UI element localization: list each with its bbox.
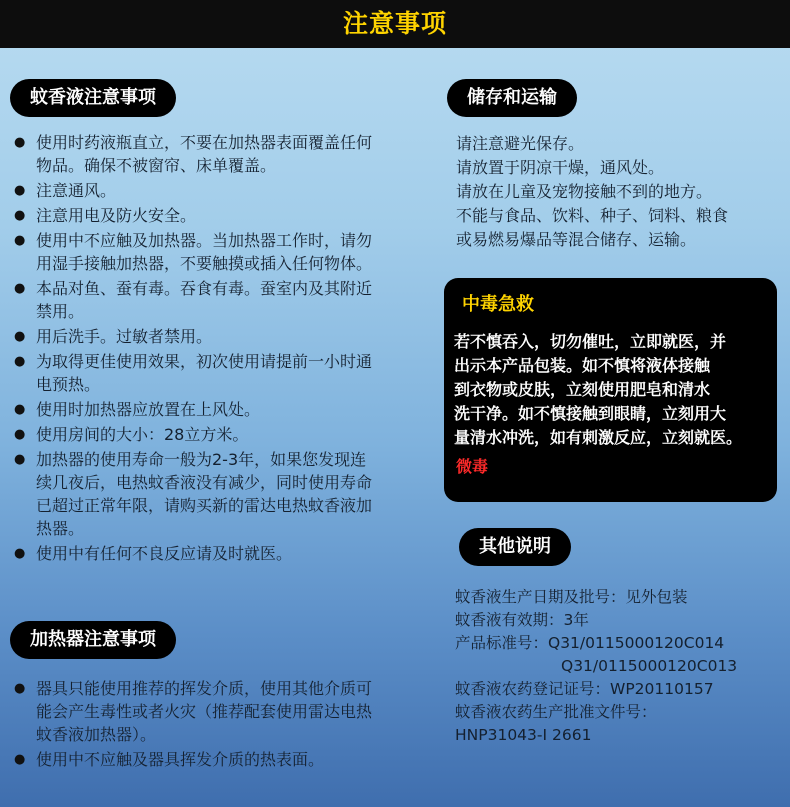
storage-line: 请放置于阴凉干燥，通风处。 [456, 158, 665, 177]
header-bar [0, 0, 790, 48]
list-item: ● 使用中不应触及器具挥发介质的热表面。 [14, 748, 374, 771]
info-line: 蚊香液农药登记证号：WP20110157 [455, 680, 714, 698]
info-line: 产品标准号：Q31/0115000120C014 [455, 634, 725, 652]
list-item: ● 为取得更佳使用效果，初次使用请提前一小时通电预热。 [14, 350, 374, 396]
first-aid-text [454, 330, 774, 450]
page-title: 注意事项 [342, 9, 447, 38]
list-item: ● 使用时药液瓶直立，不要在加热器表面覆盖任何物品。确保不被窗帘、床单覆盖。 [14, 131, 374, 177]
info-line: 蚊香液有效期：3年 [455, 611, 589, 629]
first-aid-box [444, 278, 777, 502]
liquid-section-heading: 蚊香液注意事项 [10, 79, 176, 117]
first-aid-line: 到衣物或皮肤，立刻使用肥皂和清水 [454, 380, 711, 399]
list-item: ● 注意通风。 [14, 179, 374, 202]
storage-line: 不能与食品、饮料、种子、饲料、粮食 [456, 206, 729, 225]
heater-notes-list [14, 677, 374, 773]
first-aid-heading: 中毒急救 [462, 294, 534, 315]
list-item: ● 器具只能使用推荐的挥发介质，使用其他介质可能会产生毒性或者火灾（推荐配套使用雷达电热蚊香液加热器）。 [14, 677, 374, 746]
list-item: ● 使用房间的大小：28立方米。 [14, 423, 374, 446]
storage-line: 或易燃易爆品等混合储存、运输。 [456, 230, 697, 249]
first-aid-line: 出示本产品包装。如不慎将液体接触 [454, 356, 711, 375]
first-aid-line: 若不慎吞入，切勿催吐，立即就医，并 [454, 332, 727, 351]
liquid-notes-list [14, 131, 374, 567]
storage-line: 请放在儿童及宠物接触不到的地方。 [456, 182, 713, 201]
list-item: ● 注意用电及防火安全。 [14, 204, 374, 227]
list-item: ● 用后洗手。过敏者禁用。 [14, 325, 374, 348]
heater-section-heading: 加热器注意事项 [10, 621, 176, 659]
other-section-heading: 其他说明 [459, 528, 571, 566]
storage-text [456, 132, 728, 252]
info-line: Q31/0115000120C013 [561, 657, 738, 675]
list-item: ● 加热器的使用寿命一般为2-3年，如果您发现连续几夜后，电热蚊香液没有减少，同时使用寿命已超过正常年限，请购买新的雷达电热蚊香液加热器。 [14, 448, 374, 540]
info-line: 蚊香液生产日期及批号：见外包装 [455, 588, 688, 606]
first-aid-line: 量清水冲洗，如有刺激反应，立刻就医。 [454, 428, 743, 447]
storage-section-heading: 储存和运输 [447, 79, 577, 117]
list-item: ● 使用中有任何不良反应请及时就医。 [14, 542, 374, 565]
info-line: HNP31043-I 2661 [455, 726, 592, 744]
storage-line: 请注意避光保存。 [456, 134, 585, 153]
list-item: ● 使用中不应触及加热器。当加热器工作时，请勿用湿手接触加热器，不要触摸或插入任何物体。 [14, 229, 374, 275]
toxicity-warning: 微毒 [456, 457, 489, 476]
list-item: ● 本品对鱼、蚕有毒。吞食有毒。蚕室内及其附近禁用。 [14, 277, 374, 323]
other-info [455, 586, 785, 747]
first-aid-line: 洗干净。如不慎接触到眼睛，立刻用大 [454, 404, 727, 423]
list-item: ● 使用时加热器应放置在上风处。 [14, 398, 374, 421]
info-line: 蚊香液农药生产批准文件号： [455, 703, 657, 721]
